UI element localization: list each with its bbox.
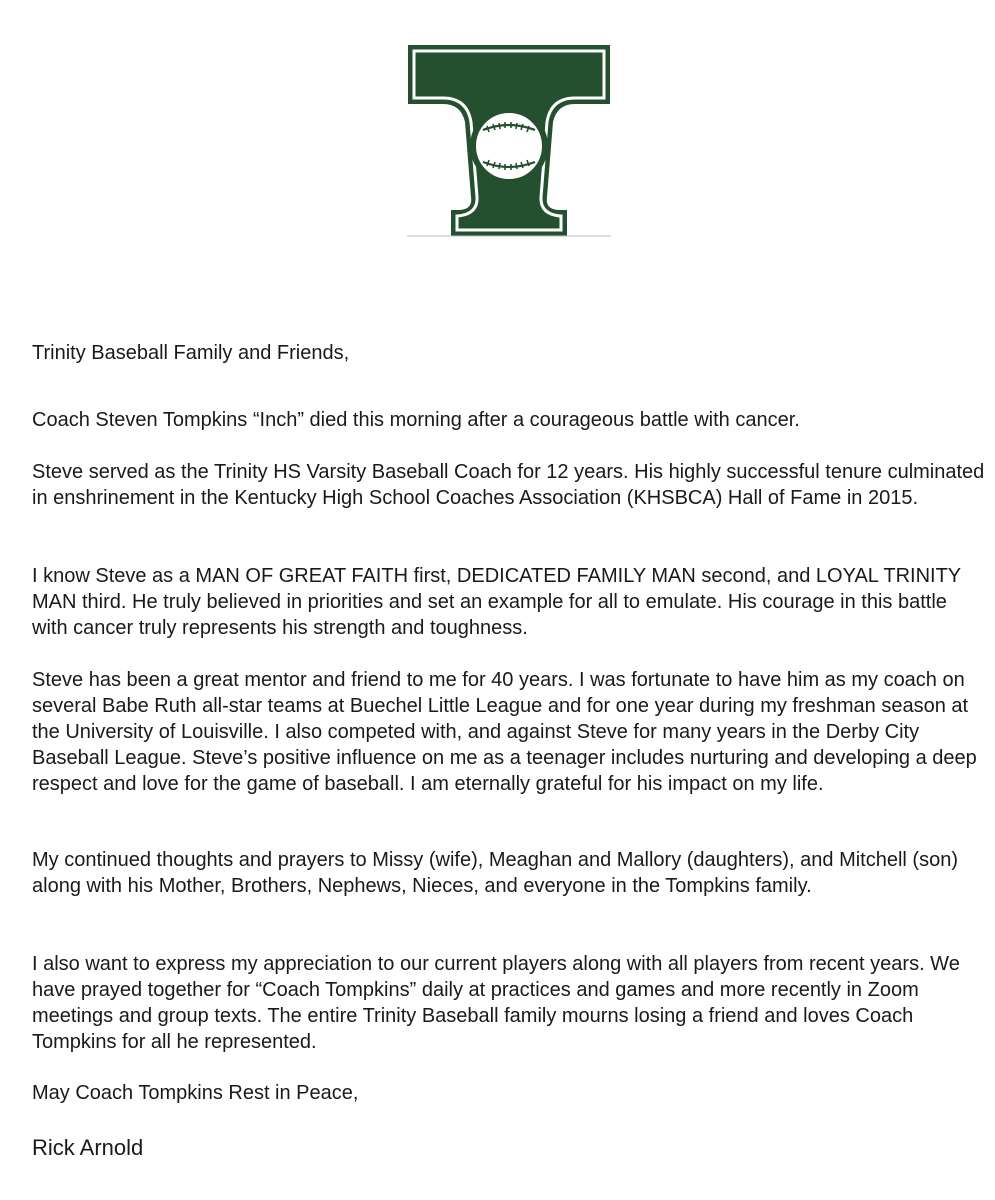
letter-paragraph: Coach Steven Tompkins “Inch” died this morning after a courageous battle with cancer. (32, 409, 800, 431)
letter-paragraph: Steve served as the Trinity HS Varsity Baseball Coach for 12 years. His highly successful tenure culminated in enshrinement in the Kentucky High School Coaches Association (KHSBCA) Hall of Fame in 2015. (32, 461, 985, 509)
trinity-t-logo (405, 42, 613, 238)
letter-signature: Rick Arnold (32, 1135, 144, 1160)
trinity-t-baseball-icon (405, 42, 613, 238)
letter-closing: May Coach Tompkins Rest in Peace, (32, 1082, 359, 1104)
letter-paragraph: My continued thoughts and prayers to Missy (wife), Meaghan and Mallory (daughters), and Mitchell (son) along with his Mother, Brothers, Nephews, Nieces, and everyone in the Tompkins family. (32, 849, 958, 897)
letter-paragraph: I also want to express my appreciation to our current players along with all players from recent years. We have prayed together for “Coach Tompkins” daily at practices and games and more recently in Zoom meetings and group texts. The entire Trinity Baseball family mourns losing a friend and loves Coach Tompkins for all he represented. (32, 953, 960, 1053)
letter-greeting: Trinity Baseball Family and Friends, (32, 342, 350, 364)
letter-paragraph: Steve has been a great mentor and friend to me for 40 years. I was fortunate to have him as my coach on several Babe Ruth all-star teams at Buechel Little League and for one year during my freshman season at the University of Louisville. I also competed with, and against Steve for many years in the Derby City Baseball League. Steve’s positive influence on me as a teenager includes nurturing and developing a deep respect and love for the game of baseball. I am eternally grateful for his impact on my life. (32, 669, 977, 795)
letter-paragraph: I know Steve as a MAN OF GREAT FAITH first, DEDICATED FAMILY MAN second, and LOYAL TRINITY MAN third. He truly believed in priorities and set an example for all to emulate. His courage in this battle with cancer truly represents his strength and toughness. (32, 565, 961, 639)
